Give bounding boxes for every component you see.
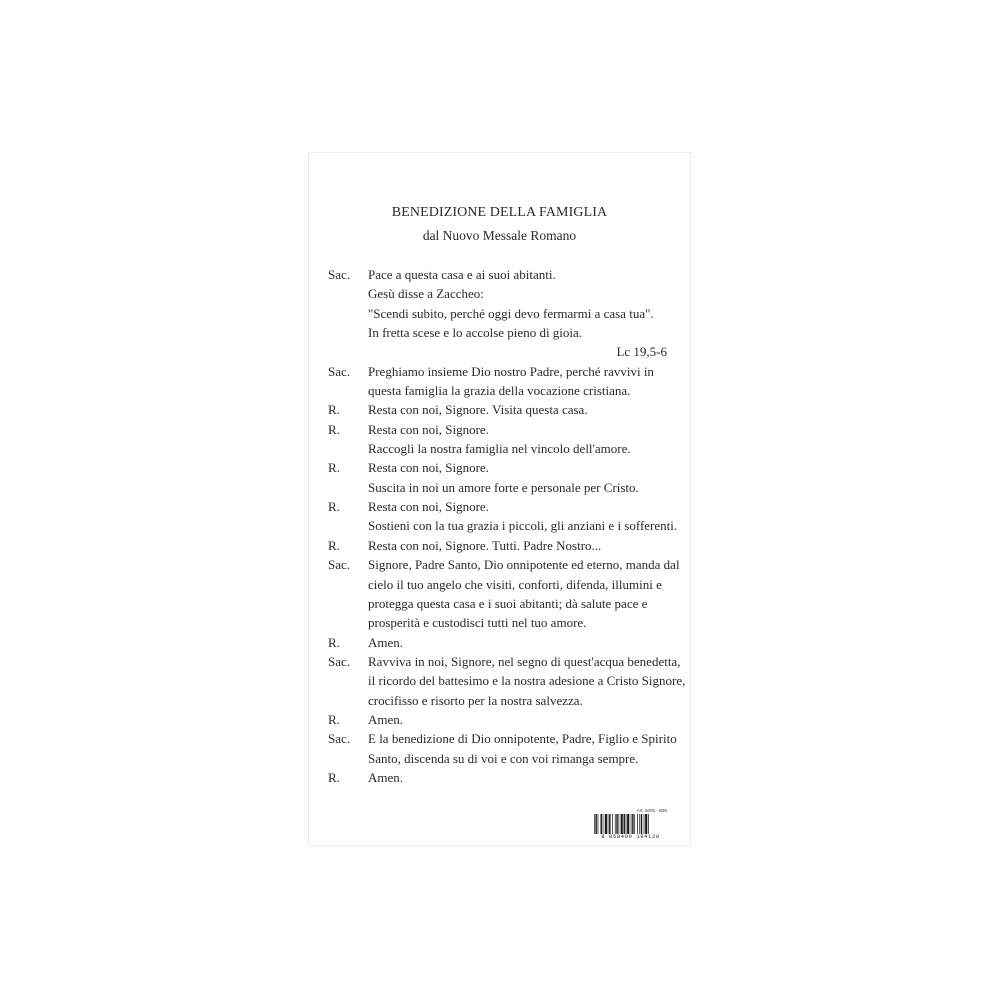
prayer-lines [368, 652, 685, 710]
prayer-lines [368, 265, 678, 362]
prayer-line: Resta con noi, Signore. [368, 421, 489, 437]
prayer-block [328, 555, 678, 632]
prayer-line: Preghiamo insieme Dio nostro Padre, perché ravvivi in [368, 363, 654, 379]
prayer-line: In fretta scese e lo accolse pieno di gioia. [368, 325, 583, 341]
prayer-line: cielo il tuo angelo che visiti, conforti, difenda, illumini e [368, 576, 662, 592]
prayer-block [328, 497, 678, 536]
speaker-label: R. [328, 634, 340, 650]
prayer-lines [368, 536, 678, 555]
speaker-label: Sac. [328, 363, 351, 379]
prayer-line: Resta con noi, Signore. [368, 499, 489, 515]
prayer-lines [368, 362, 678, 401]
prayer-lines [368, 420, 678, 459]
prayer-block [328, 458, 678, 497]
prayer-line: Resta con noi, Signore. Visita questa casa. [368, 402, 588, 418]
prayer-line: Sostieni con la tua grazia i piccoli, gli anziani e i sofferenti. [368, 518, 678, 534]
prayer-line: Signore, Padre Santo, Dio onnipotente ed eterno, manda dal [368, 557, 680, 573]
prayer-line: il ricordo del battesimo e la nostra adesione a Cristo Signore, [368, 673, 686, 689]
prayer-block [328, 652, 686, 710]
prayer-block [328, 265, 678, 362]
speaker-label: R. [328, 460, 340, 476]
speaker-label: Sac. [328, 653, 351, 669]
prayer-lines [368, 555, 680, 632]
prayer-lines [368, 633, 678, 652]
prayer-line: Amen. [368, 711, 404, 727]
barcode-label [592, 808, 669, 840]
prayer-line: Pace a questa casa e ai suoi abitanti. [368, 267, 556, 282]
prayer-line: Resta con noi, Signore. [368, 460, 489, 476]
card-title: BENEDIZIONE DELLA FAMIGLIA [391, 205, 608, 220]
prayer-line: Resta con noi, Signore. Tutti. Padre Nostro... [368, 537, 602, 553]
prayer-line: "Scendi subito, perché oggi devo fermarmi a casa tua". [368, 305, 654, 321]
prayer-block [328, 400, 678, 419]
prayer-line: Suscita in noi un amore forte e personale per Cristo. [368, 479, 639, 495]
speaker-label: Sac. [328, 267, 351, 282]
article-code: Art. 6005 - B98 [636, 808, 667, 813]
speaker-label: R. [328, 711, 340, 727]
card-subtitle: dal Nuovo Messale Romano [422, 228, 577, 243]
prayer-line: Amen. [368, 634, 404, 650]
prayer-block [328, 633, 678, 652]
prayer-block [328, 729, 678, 768]
barcode-number: 8 058400 194128 [601, 833, 660, 840]
prayer-text [328, 265, 686, 787]
prayer-card [309, 153, 690, 845]
speaker-label: R. [328, 499, 340, 515]
prayer-lines [368, 400, 678, 419]
prayer-block [328, 768, 678, 787]
prayer-line: Ravviva in noi, Signore, nel segno di quest'acqua benedetta, [368, 653, 681, 669]
prayer-lines [368, 729, 678, 768]
prayer-block [328, 420, 678, 459]
prayer-block [328, 536, 678, 555]
speaker-label: R. [328, 769, 340, 785]
prayer-line: E la benedizione di Dio onnipotente, Padre, Figlio e Spirito [368, 731, 677, 747]
prayer-block [328, 710, 678, 729]
prayer-lines [368, 458, 678, 497]
speaker-label: R. [328, 402, 340, 418]
speaker-label: R. [328, 537, 340, 553]
prayer-line: Raccogli la nostra famiglia nel vincolo dell'amore. [368, 441, 631, 457]
prayer-lines [368, 710, 678, 729]
prayer-line: crocifisso e risorto per la nostra salvezza. [368, 692, 583, 708]
prayer-line: Gesù disse a Zaccheo: [368, 286, 484, 302]
prayer-line: Santo, discenda su di voi e con voi rimanga sempre. [368, 750, 639, 766]
prayer-block [328, 362, 678, 401]
prayer-line: protegga questa casa e i suoi abitanti; dà salute pace e [368, 595, 648, 611]
prayer-lines [368, 768, 678, 787]
prayer-line: prosperità e custodisci tutti nel tuo amore. [368, 615, 587, 631]
speaker-label: Sac. [328, 557, 351, 573]
speaker-label: Sac. [328, 731, 351, 747]
barcode-icon [592, 814, 669, 834]
scripture-reference: Lc 19,5-6 [616, 344, 667, 360]
prayer-line: questa famiglia la grazia della vocazione cristiana. [368, 383, 631, 399]
prayer-line: Amen. [368, 769, 404, 785]
speaker-label: R. [328, 421, 340, 437]
prayer-lines [368, 497, 678, 536]
